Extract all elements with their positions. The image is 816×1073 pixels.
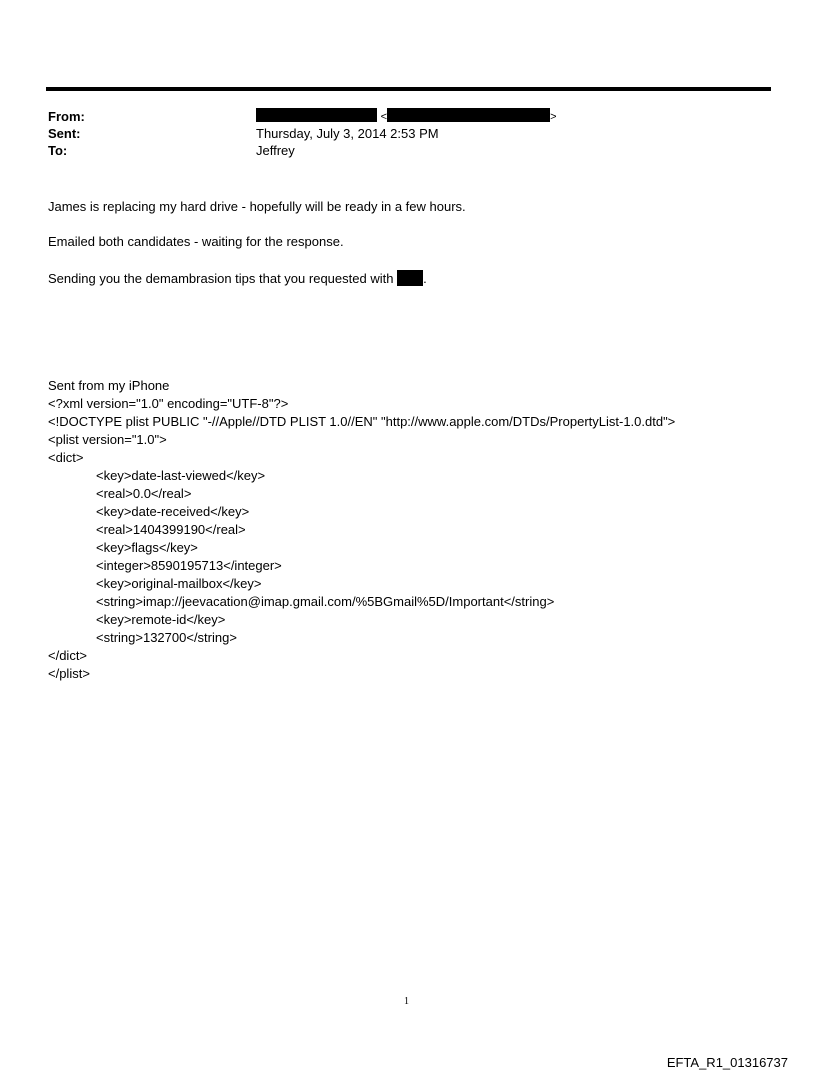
- redacted-sender-name: [256, 108, 377, 122]
- plist-integer-flags: <integer>8590195713</integer>: [96, 558, 282, 573]
- plist-key-flags: <key>flags</key>: [96, 540, 198, 555]
- plist-real-date-received: <real>1404399190</real>: [96, 522, 246, 537]
- plist-dict-open: <dict>: [48, 450, 84, 465]
- plist-key-remote-id: <key>remote-id</key>: [96, 612, 226, 627]
- to-value: Jeffrey: [256, 143, 295, 158]
- to-label: To:: [48, 143, 68, 158]
- sent-label: Sent:: [48, 126, 81, 141]
- body-line-2: Emailed both candidates - waiting for the response.: [48, 234, 344, 249]
- plist-close-tag: </plist>: [48, 666, 90, 681]
- page-number: 1: [404, 996, 409, 1007]
- signature: Sent from my iPhone: [48, 378, 170, 393]
- from-open-bracket: <: [380, 111, 388, 123]
- plist-key-original-mailbox: <key>original-mailbox</key>: [96, 576, 262, 591]
- sent-value: Thursday, July 3, 2014 2:53 PM: [256, 126, 439, 141]
- plist-key-date-received: <key>date-received</key>: [96, 504, 250, 519]
- plist-doctype: <!DOCTYPE plist PUBLIC "-//Apple//DTD PLIST 1.0//EN" "http://www.apple.com/DTDs/PropertyList-1.0.dtd">: [48, 414, 676, 429]
- from-close-bracket: >: [550, 111, 557, 123]
- plist-string-original-mailbox: <string>imap://jeevacation@imap.gmail.com/%5BGmail%5D/Important</string>: [96, 594, 555, 609]
- body-line-1: James is replacing my hard drive - hopefully will be ready in a few hours.: [48, 199, 466, 214]
- plist-open-tag: <plist version="1.0">: [48, 432, 167, 447]
- body-line-3-text: Sending you the demambrasion tips that you requested with: [48, 271, 394, 286]
- body-line-3-end: .: [423, 271, 427, 286]
- document-id: EFTA_R1_01316737: [666, 1055, 788, 1070]
- plist-key-date-last-viewed: <key>date-last-viewed</key>: [96, 468, 266, 483]
- body-line-3: [48, 270, 427, 287]
- header-rule: [46, 87, 771, 91]
- redacted-sender-email: [387, 108, 550, 122]
- from-value: [256, 108, 557, 125]
- plist-real-date-last-viewed: <real>0.0</real>: [96, 486, 192, 501]
- redacted-name: [397, 270, 423, 286]
- from-label: From:: [48, 109, 85, 124]
- plist-string-remote-id: <string>132700</string>: [96, 630, 237, 645]
- plist-dict-close: </dict>: [48, 648, 88, 663]
- plist-xml-declaration: <?xml version="1.0" encoding="UTF-8"?>: [48, 396, 289, 411]
